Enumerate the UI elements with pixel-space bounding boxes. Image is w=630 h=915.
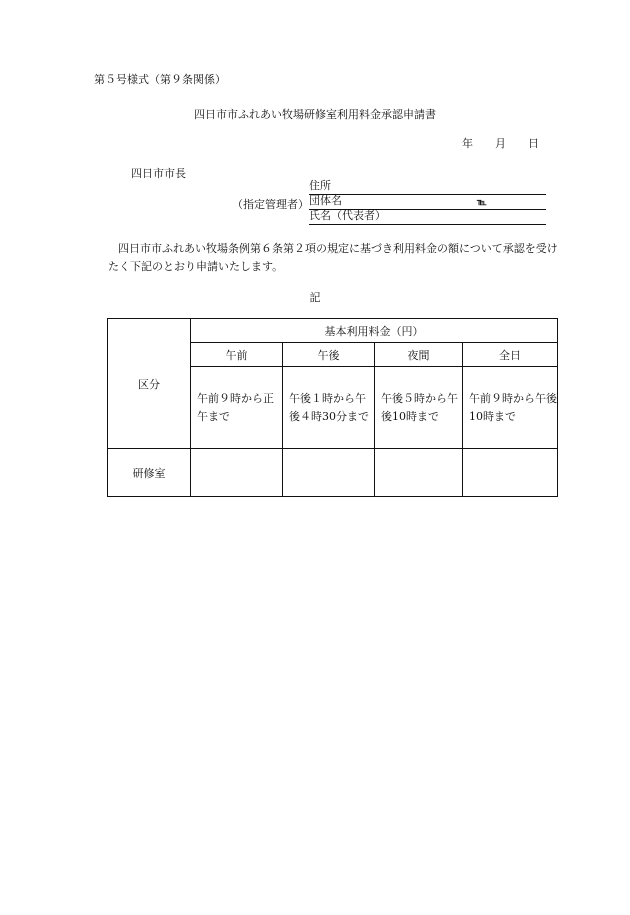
group-name-label: 団体名 (309, 194, 342, 207)
document-title: 四日市市ふれあい牧場研修室利用料金承認申請書 (194, 108, 436, 121)
tel-label: ℡ (477, 198, 487, 208)
col-header-afternoon: 午後 (283, 343, 375, 367)
category-header: 区分 (108, 319, 191, 449)
fee-cell-fullday[interactable] (463, 449, 558, 497)
fee-header: 基本利用料金（円） (191, 319, 558, 343)
fee-cell-night[interactable] (375, 449, 463, 497)
date-year-label: 年 (462, 137, 473, 150)
fee-table (107, 318, 558, 497)
representative-label: 氏名（代表者） (309, 209, 386, 222)
col-header-morning: 午前 (191, 343, 283, 367)
address-field[interactable] (309, 181, 546, 195)
date-month-label: 月 (495, 137, 506, 150)
fee-cell-morning[interactable] (191, 449, 283, 497)
form-number: 第５号様式（第９条関係） (94, 73, 226, 86)
application-statement: 四日市市ふれあい牧場条例第６条第２項の規定に基づき利用料金の額について承認を受けたく下記のとおり申請いたします。 (108, 242, 558, 273)
ki-heading: 記 (309, 291, 321, 304)
col-header-fullday: 全日 (463, 343, 558, 367)
row-label-training-room: 研修室 (108, 449, 191, 497)
manager-label: （指定管理者） (232, 198, 309, 211)
time-afternoon: 午後１時から午後４時30分まで (283, 367, 375, 449)
representative-field[interactable] (309, 211, 546, 225)
time-night: 午後５時から午後10時まで (375, 367, 463, 449)
time-fullday: 午前９時から午後10時まで (463, 367, 558, 449)
time-morning: 午前９時から正午まで (191, 367, 283, 449)
fee-cell-afternoon[interactable] (283, 449, 375, 497)
date-line (462, 135, 539, 151)
col-header-night: 夜間 (375, 343, 463, 367)
address-label: 住所 (309, 179, 331, 192)
addressee: 四日市市長 (131, 167, 186, 180)
date-day-label: 日 (528, 137, 539, 150)
